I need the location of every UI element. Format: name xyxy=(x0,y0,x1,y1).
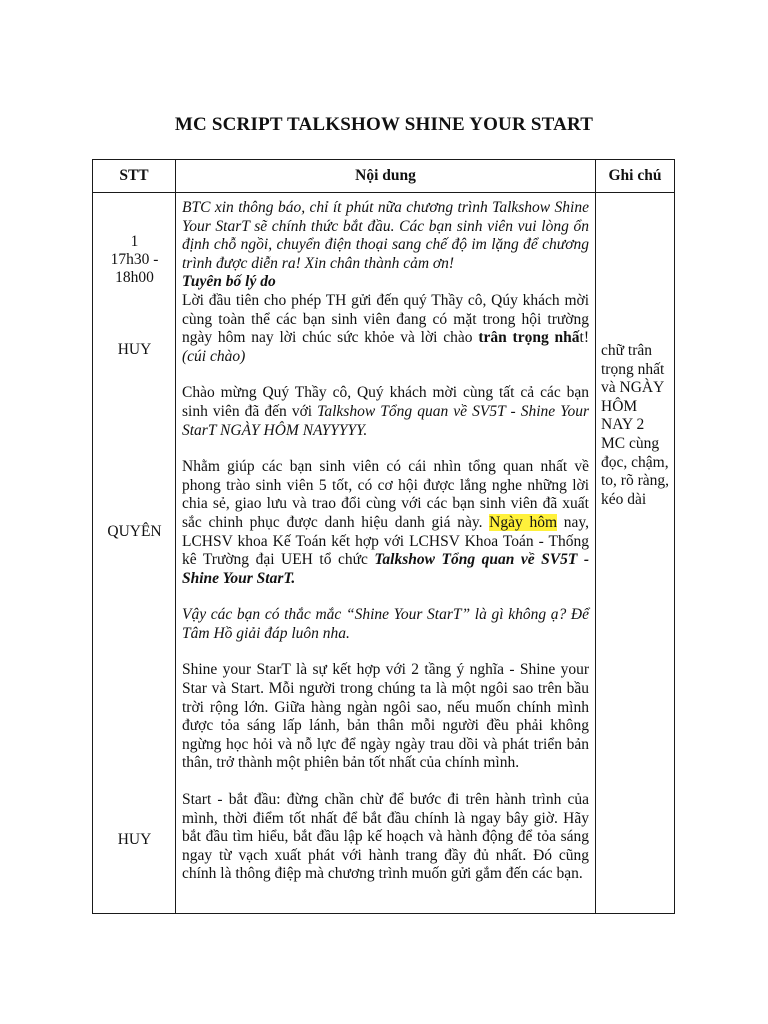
header-stt: STT xyxy=(93,160,176,193)
question-paragraph: Vậy các bạn có thắc mắc “Shine Your StarT” là gì không ạ? Để Tâm Hồ giải đáp luôn nha. xyxy=(182,606,589,642)
content-cell xyxy=(176,193,596,914)
greeting-paragraph: Lời đầu tiên cho phép TH gửi đến quý Thầy cô, Qúy khách mời cùng toàn thể các bạn sinh viên đang có mặt trong hội trường ngày hôm nay lời chúc sức khỏe và lời chào trân trọng nhất! (cúi chào) xyxy=(182,291,589,365)
note-cell xyxy=(596,193,675,914)
meaning-paragraph: Shine your StarT là sự kết hợp với 2 tầng ý nghĩa - Shine your Star và Start. Mỗi người trong chúng ta là một ngôi sao trên bầu trời rộng lớn. Giữa hàng ngàn ngôi sao, nếu muốn chính mình được tỏa sáng lấp lánh, bản thân mỗi người đều phải không ngừng học hỏi và nỗ lực để ngày ngày trau dồi và phát triển bản thân, trở thành một phiên bản tốt nhất của chính mình. xyxy=(182,661,589,772)
note-text: chữ trân trọng nhất và NGÀY HÔM NAY 2 MC cùng đọc, chậm, to, rõ ràng, kéo dài xyxy=(601,342,670,508)
document-title: MC SCRIPT TALKSHOW SHINE YOUR START xyxy=(174,114,594,135)
speaker-huy-2: HUY xyxy=(117,831,152,848)
stt-cell xyxy=(93,193,176,914)
speaker-quyen: QUYÊN xyxy=(107,523,162,540)
header-content: Nội dung xyxy=(176,160,596,193)
speaker-huy-1: HUY xyxy=(117,341,152,358)
highlighted-text: Ngày hôm xyxy=(489,513,558,531)
announcement-text: BTC xin thông báo, chỉ ít phút nữa chương trình Talkshow Shine Your StarT sẽ chính thức bắt đầu. Các bạn sinh viên vui lòng ổn định chỗ ngồi, chuyển điện thoại sang chế độ im lặng để chương trình được diễn ra! Xin chân thành cảm ơn! xyxy=(182,199,589,272)
purpose-paragraph: Nhằm giúp các bạn sinh viên có cái nhìn tổng quan nhất về phong trào sinh viên 5 tốt, có cơ hội được lắng nghe những lời chia sẻ, giao lưu và trao đổi cùng với các bạn sinh viên đã xuất sắc chinh phục được danh hiệu danh giá này. Ngày hôm nay, LCHSV khoa Kế Toán kết hợp với LCHSV Khoa Toán - Thống kê Trường đại UEH tổ chức Talkshow Tổng quan về SV5T - Shine Your StarT. xyxy=(182,458,589,587)
section-heading: Tuyên bố lý do xyxy=(182,273,276,291)
stt-number: 1 xyxy=(130,233,139,250)
welcome-paragraph: Chào mừng Quý Thầy cô, Quý khách mời cùng tất cả các bạn sinh viên đã đến với Talkshow Tổng quan về SV5T - Shine Your StarT NGÀY HÔM NAYYYYY. xyxy=(182,384,589,439)
table-header-row xyxy=(93,160,675,193)
mc-script-table xyxy=(92,159,675,914)
stt-time-end: 18h00 xyxy=(115,269,154,286)
start-meaning-paragraph: Start - bắt đầu: đừng chần chừ để bước đi trên hành trình của mình, thời điểm tốt nhất để bắt đầu chính là ngay bây giờ. Hãy bắt đầu tìm hiểu, bắt đầu lập kế hoạch và hành động để tỏa sáng ngay từ vạch xuất phát với hành trang đầy đủ nhất. Đó cũng chính là thông điệp mà chương trình muốn gửi gắm đến các bạn. xyxy=(182,791,589,883)
stt-time-start: 17h30 - xyxy=(110,251,159,268)
table-row xyxy=(93,193,675,914)
header-note: Ghi chú xyxy=(596,160,675,193)
